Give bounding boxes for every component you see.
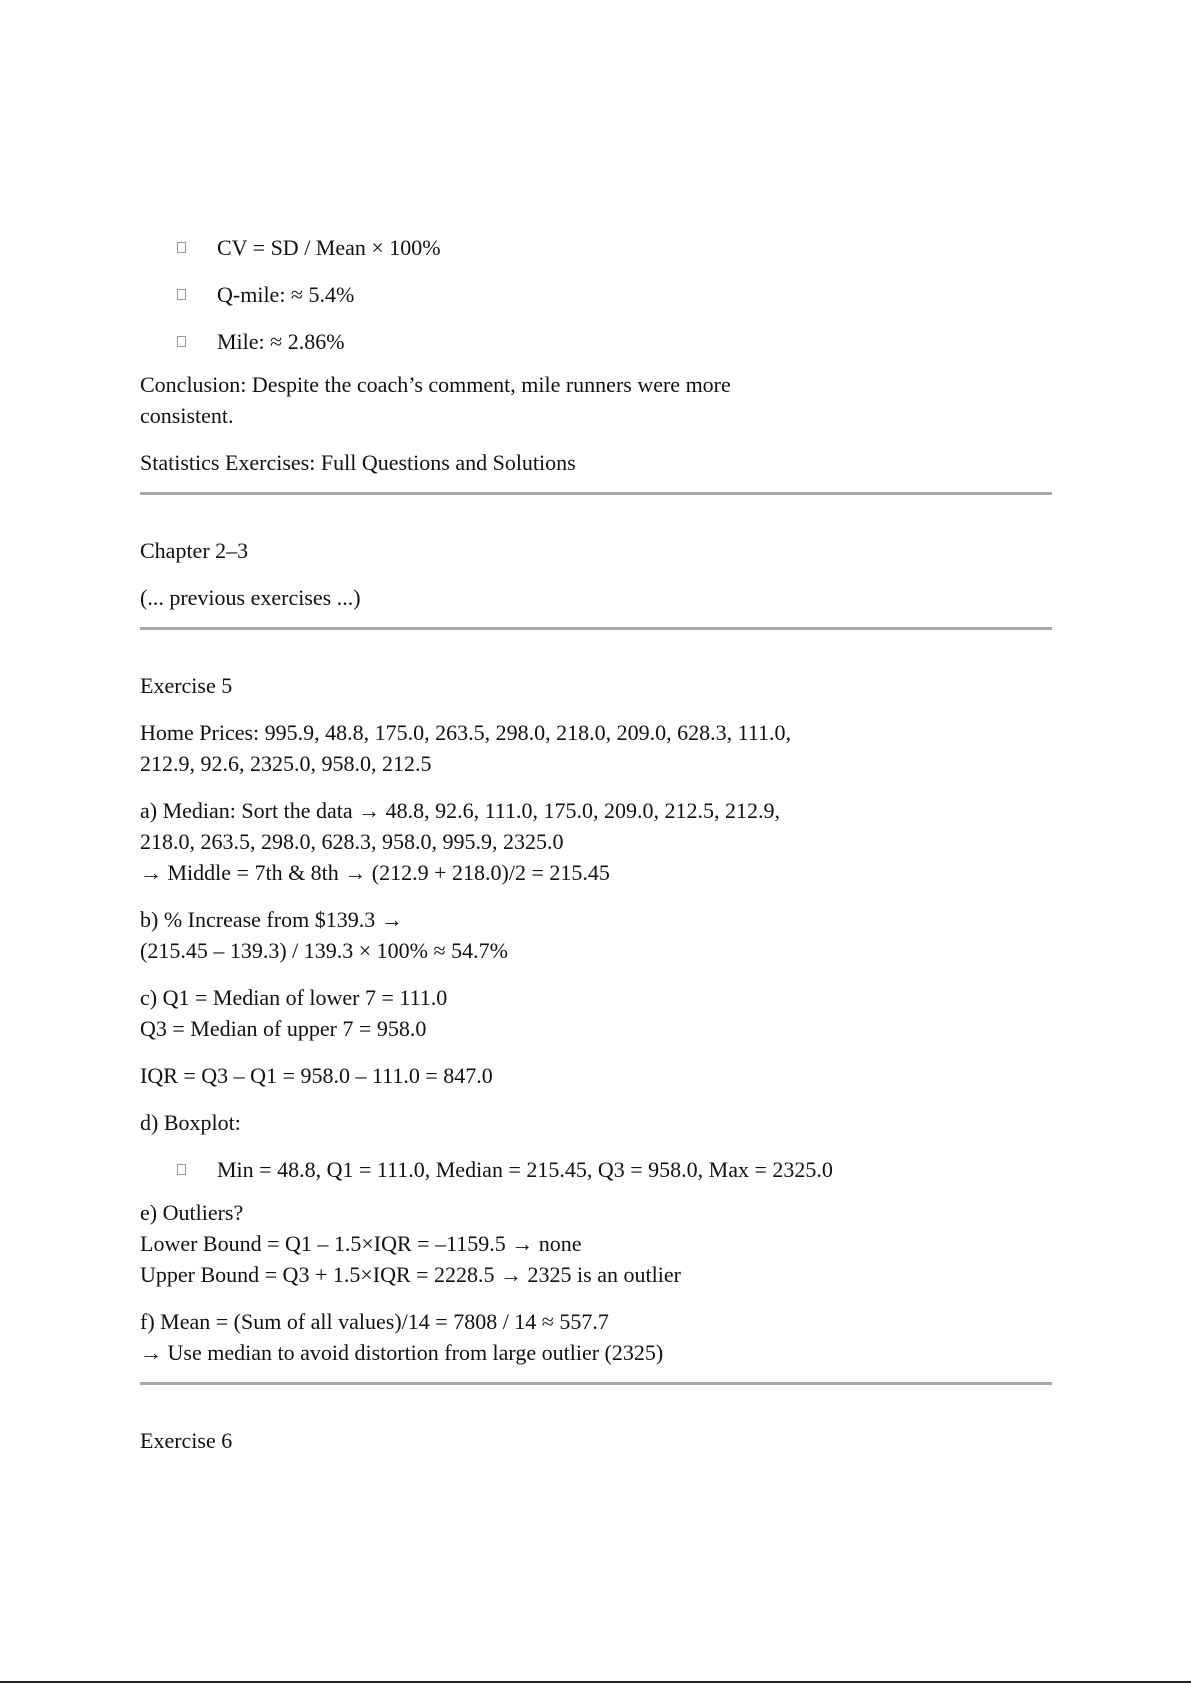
document-title: Statistics Exercises: Full Questions and Solutions <box>140 450 576 475</box>
list-item <box>140 279 1052 310</box>
bullet-box-icon <box>177 336 186 347</box>
exercise-5-heading: Exercise 5 <box>140 673 233 698</box>
cv-q-mile: Q-mile: ≈ 5.4% <box>217 282 355 307</box>
exercise-5-data: Home Prices: 995.9, 48.8, 175.0, 263.5, 298.0, 218.0, 209.0, 628.3, 111.0, 212.9, 92.6, 2325.0, 958.0, 212.5 <box>140 720 792 776</box>
divider <box>140 627 1052 630</box>
exercise-5-part-b: b) % Increase from $139.3 → (215.45 – 139.3) / 139.3 × 100% ≈ 54.7% <box>140 907 508 963</box>
exercise-5-part-c: c) Q1 = Median of lower 7 = 111.0 Q3 = Median of upper 7 = 958.0 <box>140 985 448 1041</box>
exercise-5-part-d: d) Boxplot: <box>140 1110 241 1135</box>
list-item <box>140 1154 1052 1185</box>
exercise-5-part-a: a) Median: Sort the data → 48.8, 92.6, 111.0, 175.0, 209.0, 212.5, 212.9, 218.0, 263.5, 298.0, 628.3, 958.0, 995.9, 2325.0 → Middle = 7th & 8th → (212.9 + 218.0)/2 = 215.45 <box>140 798 780 885</box>
exercise-6-heading: Exercise 6 <box>140 1428 233 1453</box>
document-page <box>140 232 1052 1472</box>
page-bottom-edge <box>0 1681 1191 1683</box>
exercise-5-part-e: e) Outliers? Lower Bound = Q1 – 1.5×IQR = –1159.5 → none Upper Bound = Q3 + 1.5×IQR = 2228.5 → 2325 is an outlier <box>140 1200 681 1287</box>
bullet-box-icon <box>177 289 186 300</box>
bullet-box-icon <box>177 1164 186 1175</box>
divider <box>140 492 1052 495</box>
exercise-5-part-f: f) Mean = (Sum of all values)/14 = 7808 / 14 ≈ 557.7 → Use median to avoid distortion from large outlier (2325) <box>140 1309 664 1365</box>
cv-mile: Mile: ≈ 2.86% <box>217 329 345 354</box>
list-item <box>140 232 1052 263</box>
bullet-box-icon <box>177 242 186 253</box>
cv-formula: CV = SD / Mean × 100% <box>217 235 441 260</box>
exercise-5-iqr: IQR = Q3 – Q1 = 958.0 – 111.0 = 847.0 <box>140 1063 493 1088</box>
chapter-note: (... previous exercises ...) <box>140 585 361 610</box>
conclusion: Conclusion: Despite the coach’s comment, mile runners were more consistent. <box>140 372 731 428</box>
divider <box>140 1382 1052 1385</box>
list-item <box>140 326 1052 357</box>
boxplot-summary: Min = 48.8, Q1 = 111.0, Median = 215.45, Q3 = 958.0, Max = 2325.0 <box>217 1157 833 1182</box>
chapter-heading: Chapter 2–3 <box>140 538 249 563</box>
